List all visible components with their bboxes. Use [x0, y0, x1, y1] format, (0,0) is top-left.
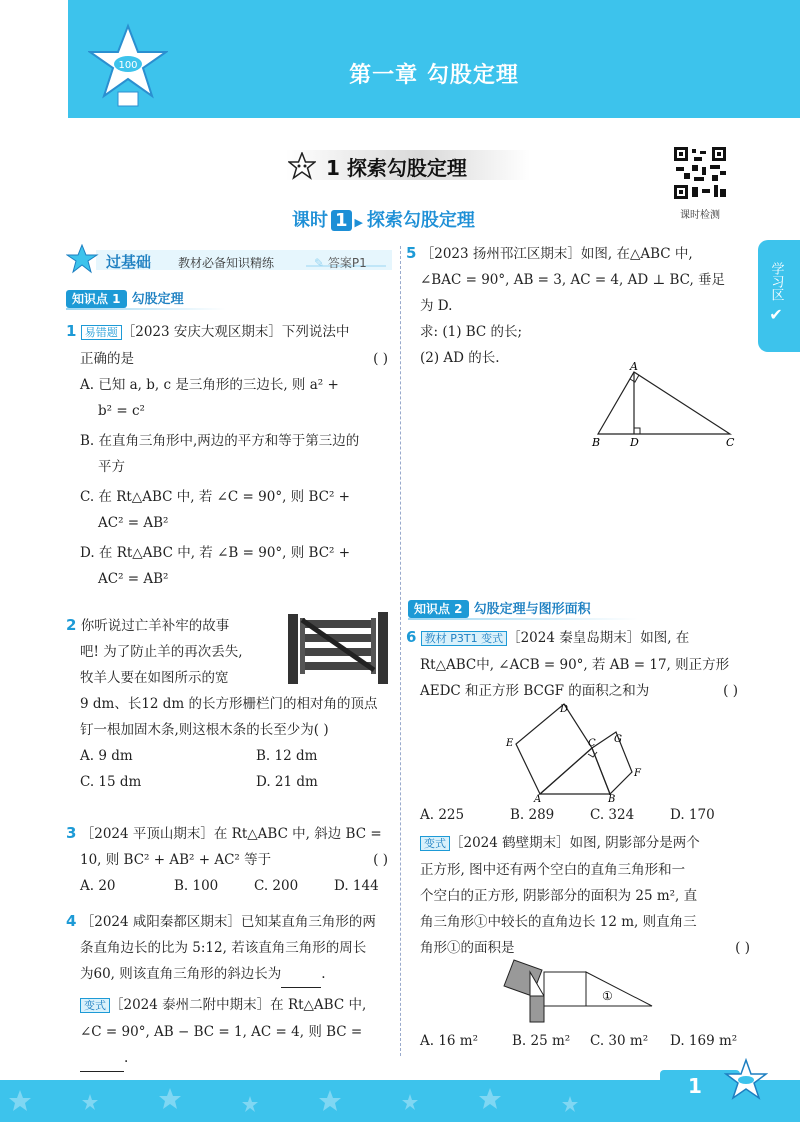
q4-line2: 条直角边长的比为 5:12, 若该直角三角形的周长	[80, 940, 367, 956]
q4-variant-blank[interactable]	[80, 1045, 124, 1072]
q1-option-b[interactable]: B. 在直角三角形中,两边的平方和等于第三边的	[80, 433, 360, 449]
q6var-option-b[interactable]: B. 25 m²	[512, 1033, 571, 1049]
q1-option-c-cont: AC² = AB²	[98, 515, 169, 531]
chapter-title: 第一章 勾股定理	[349, 63, 519, 88]
label-e: E	[506, 738, 514, 749]
q1-line1: ［2023 安庆大观区期末］下列说法中	[121, 324, 350, 340]
label-c: C	[726, 436, 735, 449]
q6var-line2: 正方形, 图中还有两个空白的直角三角形和一	[420, 862, 686, 878]
q1-option-a[interactable]: A. 已知 a, b, c 是三角形的三边长, 则 a² +	[80, 377, 339, 393]
q6-option-a[interactable]: A. 225	[420, 807, 465, 823]
q4-answer-blank[interactable]	[281, 961, 321, 988]
star-mascot-icon	[724, 1058, 768, 1104]
q6var-line4: 角三角形①中较长的直角边长 12 m, 则直角三	[420, 914, 697, 930]
label-b: B	[608, 794, 616, 802]
page-number: 1	[688, 1074, 702, 1098]
q6-paren: ( )	[723, 683, 738, 699]
side-tab-text: 学习区	[768, 262, 784, 301]
q1-option-d[interactable]: D. 在 Rt△ABC 中, 若 ∠B = 90°, 则 BC² +	[80, 545, 351, 561]
q6var-line1: ［2024 鹤壁期末］如图, 阴影部分是两个	[450, 835, 700, 851]
column-divider	[400, 246, 401, 1056]
star-pattern-decoration	[0, 1084, 640, 1120]
q3-line1: ［2024 平顶山期末］在 Rt△ABC 中, 斜边 BC =	[80, 826, 382, 842]
q1-tag: 易错题	[81, 325, 122, 340]
question-4	[66, 908, 396, 1072]
q3-option-a[interactable]: A. 20	[80, 878, 116, 894]
q6-tag: 教材 P3T1 变式	[421, 631, 507, 646]
basics-subtitle: 教材必备知识精练	[178, 256, 275, 270]
q3-paren: ( )	[373, 852, 388, 868]
q2-line1: 你听说过亡羊补牢的故事	[80, 618, 230, 634]
lesson-number: 1	[331, 210, 352, 231]
q5-line4: 求: (1) BC 的长;	[420, 324, 523, 340]
q3-line2: 10, 则 BC² + AB² + AC² 等于	[80, 852, 272, 868]
kp2-badge: 知识点 2	[408, 600, 469, 618]
q5-line5: (2) AD 的长.	[420, 350, 500, 366]
q2-line5: 钉一根加固木条,则这根木条的长至少为( )	[80, 722, 329, 738]
q2-line4: 9 dm、长12 dm 的长方形栅栏门的相对角的顶点	[80, 696, 378, 712]
squares-on-triangle-diagram	[504, 702, 654, 802]
q6-options	[420, 802, 750, 828]
triangle-1-label: ①	[602, 989, 613, 1003]
q4-variant-tag: 变式	[80, 998, 110, 1013]
side-tab-label	[764, 262, 788, 322]
star-icon	[288, 152, 316, 180]
lesson-prefix: 课时	[292, 210, 328, 231]
knowledge-point-2	[408, 598, 591, 617]
q1-option-d-cont: AC² = AB²	[98, 571, 169, 587]
q1-option-b-cont: 平方	[98, 459, 125, 475]
qr-code-icon[interactable]	[672, 145, 728, 201]
q6var-paren: ( )	[735, 940, 750, 956]
q5-line3: 为 D.	[420, 298, 453, 314]
q6var-option-d[interactable]: D. 169 m²	[670, 1033, 738, 1049]
q1-line2: 正确的是	[80, 351, 134, 367]
q4-variant-end: .	[124, 1050, 129, 1066]
kp2-underline	[408, 618, 638, 620]
q6var-option-a[interactable]: A. 16 m²	[420, 1033, 479, 1049]
q2-option-b[interactable]: B. 12 dm	[256, 748, 318, 764]
label-g: G	[614, 734, 622, 745]
svg-text:100: 100	[118, 60, 138, 71]
q5-line2: ∠BAC = 90°, AB = 3, AC = 4, AD ⊥ BC, 垂足	[420, 272, 726, 288]
kp1-underline	[66, 308, 226, 310]
fence-gate-image	[284, 610, 392, 686]
q4-end: .	[321, 966, 326, 982]
question-6	[406, 624, 752, 704]
q4-line3: 为60, 则该直角三角形的斜边长为	[80, 966, 282, 982]
q1-paren: ( )	[373, 351, 388, 367]
label-b: B	[592, 436, 601, 449]
q6var-line5: 角形①的面积是	[420, 940, 515, 956]
q2-number: 2	[66, 616, 77, 634]
question-6-variant	[420, 830, 754, 961]
q3-option-d[interactable]: D. 144	[334, 878, 379, 894]
q2-option-c[interactable]: C. 15 dm	[80, 774, 142, 790]
shaded-squares-diagram	[500, 958, 656, 1026]
q6var-line3: 个空白的正方形, 阴影部分的面积为 25 m², 直	[420, 888, 698, 904]
question-1	[66, 318, 396, 592]
label-a: A	[630, 362, 638, 373]
q6-option-b[interactable]: B. 289	[510, 807, 555, 823]
answer-reference	[314, 254, 367, 271]
answer-ref-text: 答案P1	[327, 256, 367, 270]
qr-label: 课时检测	[680, 210, 720, 221]
q6-line2: Rt△ABC中, ∠ACB = 90°, 若 AB = 17, 则正方形	[420, 657, 730, 673]
question-3	[66, 820, 396, 899]
q6var-tag: 变式	[420, 836, 450, 851]
arrow-icon: ▶	[354, 216, 367, 229]
q5-line1: ［2023 扬州邗江区期末］如图, 在△ABC 中,	[420, 246, 693, 262]
label-d: D	[630, 436, 639, 449]
q1-number: 1	[66, 322, 77, 340]
pencil-icon: ✎	[314, 256, 328, 270]
kp1-badge: 知识点 1	[66, 290, 127, 308]
q6-option-d[interactable]: D. 170	[670, 807, 715, 823]
q6var-option-c[interactable]: C. 30 m²	[590, 1033, 649, 1049]
q3-option-c[interactable]: C. 200	[254, 878, 299, 894]
q1-option-c[interactable]: C. 在 Rt△ABC 中, 若 ∠C = 90°, 则 BC² +	[80, 489, 350, 505]
q3-number: 3	[66, 824, 77, 842]
q4-number: 4	[66, 912, 77, 930]
kp1-title: 勾股定理	[131, 292, 184, 307]
q4-line1: ［2024 咸阳秦都区期末］已知某直角三角形的两	[80, 914, 376, 930]
lesson-title	[292, 206, 475, 232]
q6-option-c[interactable]: C. 324	[590, 807, 635, 823]
triangle-abc-diagram	[586, 362, 746, 452]
q2-line2: 吧! 为了防止羊的再次丢失,	[80, 644, 243, 660]
q2-option-a[interactable]: A. 9 dm	[80, 748, 133, 764]
question-5	[406, 240, 752, 371]
q2-line3: 牧羊人要在如图所示的宽	[80, 670, 229, 686]
q2-option-d[interactable]: D. 21 dm	[256, 774, 318, 790]
lesson-name: 探索勾股定理	[366, 210, 475, 231]
label-f: F	[634, 768, 641, 779]
q4-variant-line2: ∠C = 90°, AB − BC = 1, AC = 4, 则 BC =	[80, 1024, 363, 1040]
label-a: A	[534, 794, 542, 802]
basics-label: 过基础	[106, 253, 152, 271]
q6-number: 6	[406, 628, 417, 646]
q1-option-a-cont: b² = c²	[98, 403, 145, 419]
q3-option-b[interactable]: B. 100	[174, 878, 219, 894]
q6-line1: ［2024 秦皇岛期末］如图, 在	[507, 630, 690, 646]
check-icon: ✔	[769, 305, 783, 324]
q6-line3: AEDC 和正方形 BCGF 的面积之和为	[420, 683, 650, 699]
q5-number: 5	[406, 244, 417, 262]
kp2-title: 勾股定理与图形面积	[473, 602, 591, 617]
knowledge-point-1	[66, 288, 184, 307]
label-c: C	[588, 738, 596, 749]
q6var-options	[420, 1028, 754, 1054]
label-d: D	[560, 704, 569, 715]
section-title: 1 探索勾股定理	[326, 156, 467, 180]
q4-variant-line1: ［2024 泰州二附中期末］在 Rt△ABC 中,	[110, 997, 367, 1013]
